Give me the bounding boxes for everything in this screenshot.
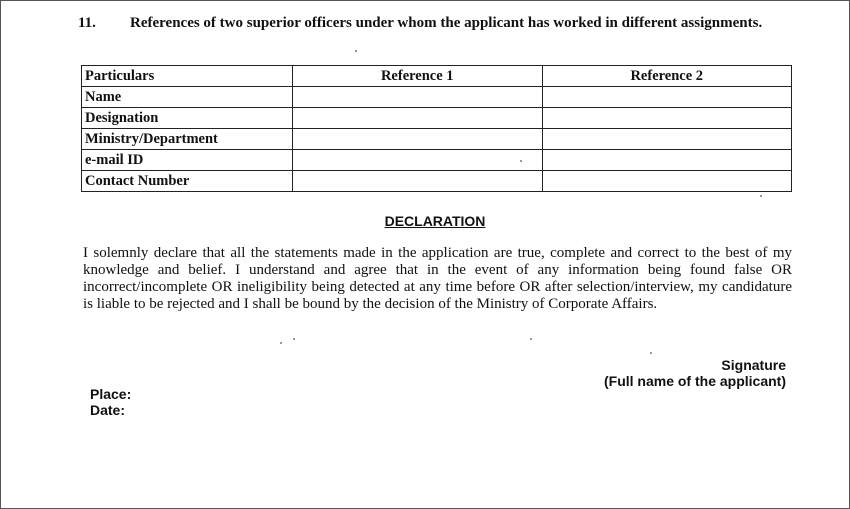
scan-speck: [293, 338, 295, 340]
cell-ministry-reference-2[interactable]: [542, 129, 792, 150]
table-row: [82, 171, 792, 192]
table-row: [82, 150, 792, 171]
cell-designation-reference-2[interactable]: [542, 108, 792, 129]
row-label-contact: Contact Number: [82, 171, 293, 192]
cell-name-reference-1[interactable]: [293, 87, 543, 108]
scan-speck: [760, 195, 762, 197]
references-table: [81, 65, 792, 192]
table-row: [82, 108, 792, 129]
scan-speck: [650, 352, 652, 354]
scan-speck: [520, 160, 522, 162]
place-date-block: [90, 386, 131, 418]
row-label-designation: Designation: [82, 108, 293, 129]
declaration-title: DECLARATION: [384, 213, 486, 229]
table-row: [82, 87, 792, 108]
table-row: [82, 129, 792, 150]
header-reference-2: Reference 2: [542, 66, 792, 87]
row-label-name: Name: [82, 87, 293, 108]
place-label: Place:: [90, 386, 132, 402]
scan-speck: [355, 50, 357, 52]
cell-contact-reference-2[interactable]: [542, 171, 792, 192]
table-header-row: [82, 66, 792, 87]
cell-contact-reference-1[interactable]: [293, 171, 543, 192]
scan-speck: [530, 338, 532, 340]
signature-label: Signature: [721, 357, 786, 373]
signature-block: [604, 357, 786, 389]
question-text: References of two superior officers under whom the applicant has worked in different assignments.: [130, 15, 763, 31]
declaration-text: I solemnly declare that all the statements made in the application are true, complete and correct to the best of my knowledge and belief. I understand and agree that in the event of any information being found false OR incorrect/incomplete OR ineligibility being detected at any time before OR after selection/interview, my candidature is liable to be rejected and I shall be bound by the decision of the Ministry of Corporate Affairs.: [83, 245, 792, 312]
scan-speck: [280, 342, 282, 344]
question-number: 11.: [78, 15, 96, 31]
row-label-ministry: Ministry/Department: [82, 129, 293, 150]
date-label: Date:: [90, 402, 126, 418]
header-reference-1: Reference 1: [293, 66, 543, 87]
cell-email-reference-2[interactable]: [542, 150, 792, 171]
cell-email-reference-1[interactable]: [293, 150, 543, 171]
header-particulars: Particulars: [82, 66, 293, 87]
question-heading: [78, 15, 798, 32]
cell-designation-reference-1[interactable]: [293, 108, 543, 129]
cell-name-reference-2[interactable]: [542, 87, 792, 108]
cell-ministry-reference-1[interactable]: [293, 129, 543, 150]
row-label-email: e-mail ID: [82, 150, 293, 171]
signature-sublabel: (Full name of the applicant): [603, 373, 786, 389]
